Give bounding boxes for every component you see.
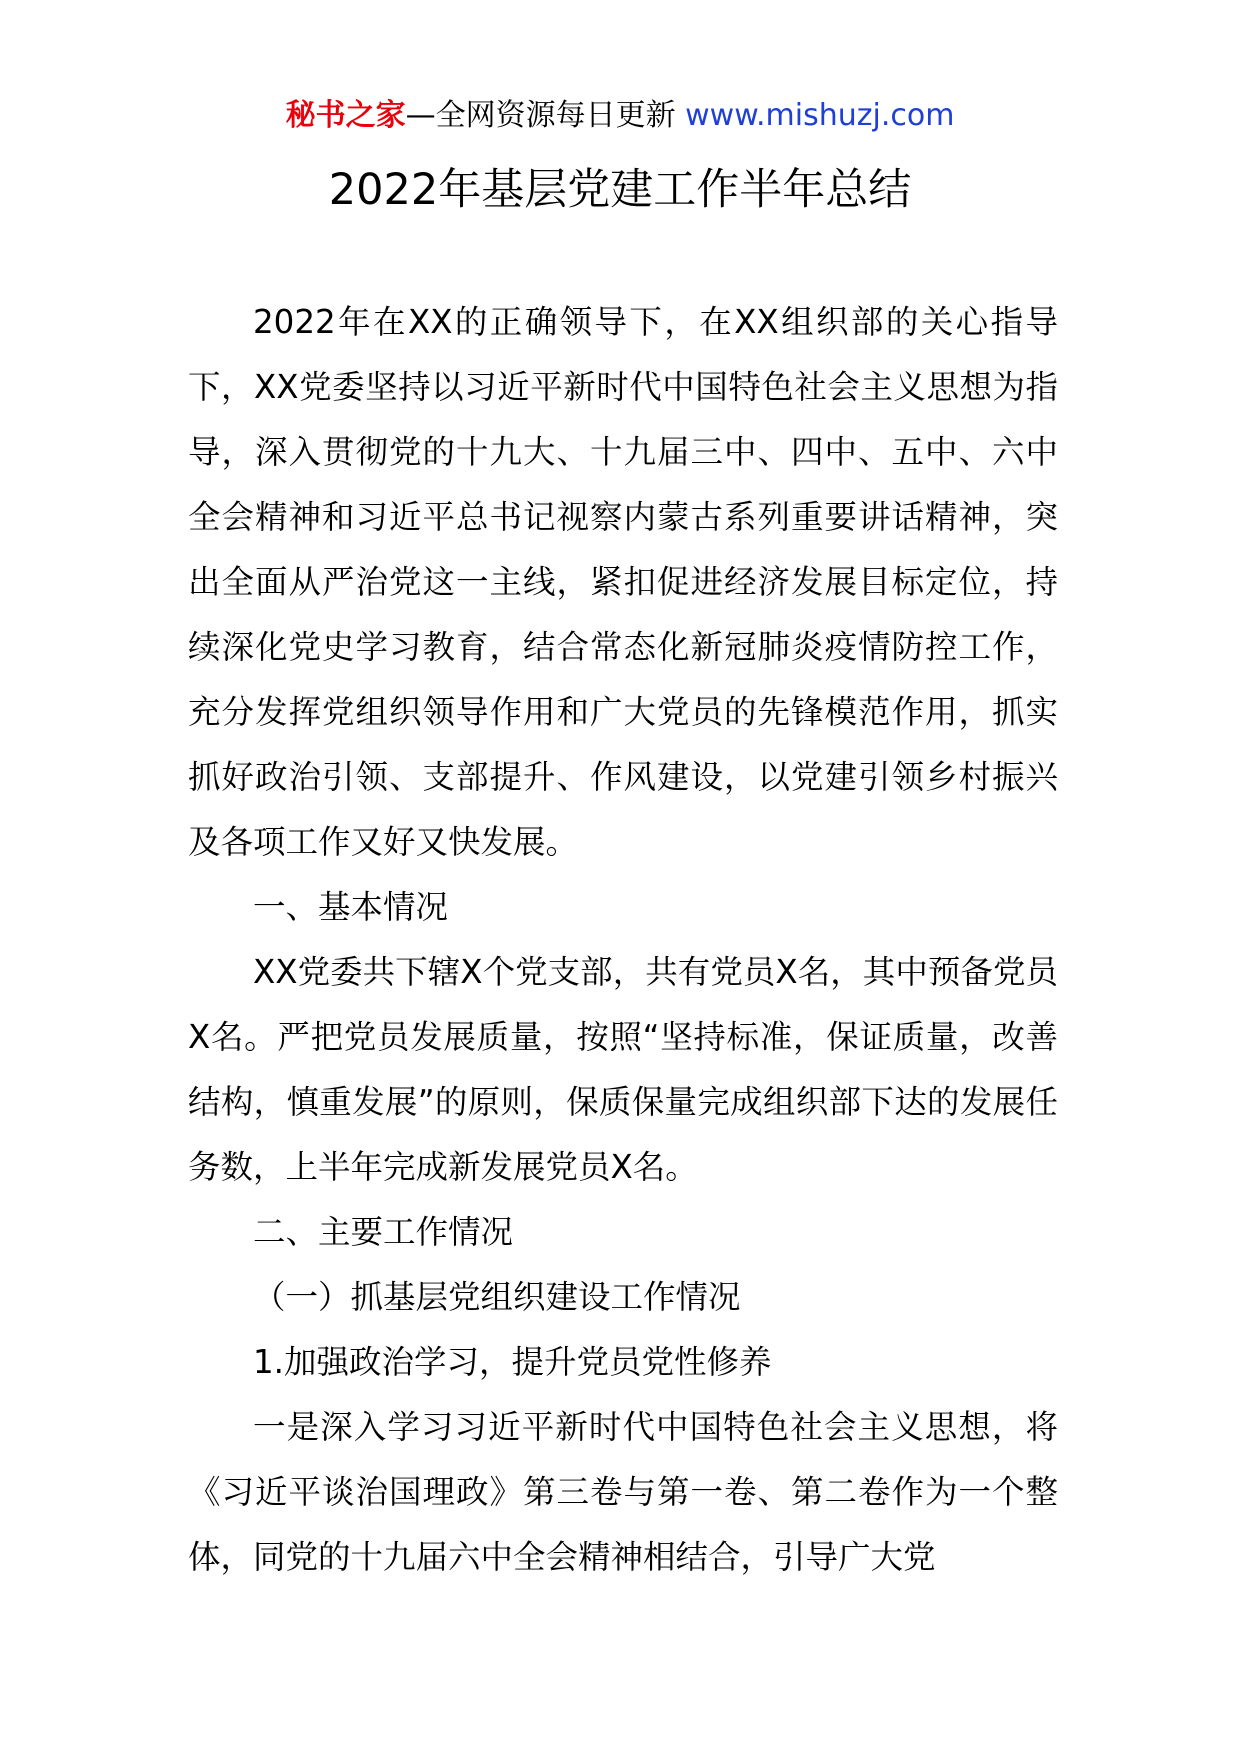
document-body [188,290,1058,1590]
subsection-heading-organization-building: （一）抓基层党组织建设工作情况 [253,1278,741,1316]
site-header [0,96,1240,136]
site-url[interactable]: www.mishuzj.com [685,98,955,133]
intro-paragraph: 2022年在XX的正确领导下，在XX组织部的关心指导下，XX党委坚持以习近平新时代中国特色社会主义思想为指导，深入贯彻党的十九大、十九届三中、四中、五中、六中全会精神和习近平总书记视察内蒙古系列重要讲话精神，突出全面从严治党这一主线，紧扣促进经济发展目标定位，持续深化党史学习教育，结合常态化新冠肺炎疫情防控工作，充分发挥党组织领导作用和广大党员的先锋模范作用，抓实抓好政治引领、支部提升、作风建设，以党建引领乡村振兴及各项工作又好又快发展。 [188,303,1058,861]
brand-name: 秘书之家 [285,98,406,133]
item-heading-political-study: 1.加强政治学习，提升党员党性修养 [253,1343,772,1381]
section-heading-main-work: 二、主要工作情况 [253,1213,514,1251]
header-slogan: —全网资源每日更新 [405,98,676,133]
document-title: 2022年基层党建工作半年总结 [328,165,912,215]
section-heading-basic-situation: 一、基本情况 [253,888,449,926]
political-study-paragraph: 一是深入学习习近平新时代中国特色社会主义思想，将《习近平谈治国理政》第三卷与第一卷、第二卷作为一个整体，同党的十九届六中全会精神相结合，引导广大党 [188,1408,1058,1576]
basic-situation-paragraph: XX党委共下辖X个党支部，共有党员X名，其中预备党员X名。严把党员发展质量，按照“坚持标准，保证质量，改善结构，慎重发展”的原则，保质保量完成组织部下达的发展任务数，上半年完成新发展党员X名。 [188,953,1058,1186]
